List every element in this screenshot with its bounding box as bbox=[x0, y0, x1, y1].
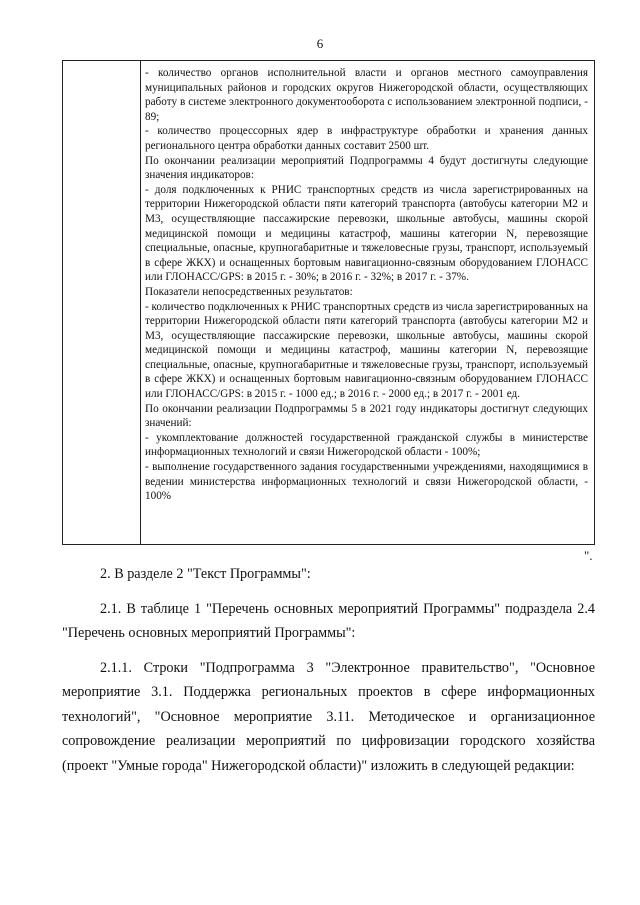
indicator-table bbox=[62, 60, 595, 545]
closing-quote: ". bbox=[584, 548, 593, 563]
paragraph-2-1: 2.1. В таблице 1 "Перечень основных мероприятий Программы" подраздела 2.4 "Перечень основных мероприятий Программы": bbox=[62, 600, 595, 641]
table-line: - количество процессорных ядер в инфраструктуре обработки и хранения данных регионального центра обработки данных составит 2500 шт. bbox=[145, 125, 588, 152]
table-line: По окончании реализации Подпрограммы 5 в 2021 году индикаторы достигнут следующих значений: bbox=[145, 402, 588, 430]
table-line: - доля подключенных к РНИС транспортных средств из числа зарегистрированных на территории Нижегородской области пяти категорий транспорта (автобусы категории М2 и М3, осуществляющие пассажирские перевозки, школьные автобусы, машины скорой медицинской помощи и медицины катастроф, машины категории N, перевозящие специальные, опасные, крупногабаритные и тяжеловесные грузы, транспорт, используемый в сфере ЖКХ) и оснащенных бортовым навигационно-связным оборудованием ГЛОНАСС или ГЛОНАСС/GPS: в 2015 г. - 30%; в 2016 г. - 32%; в 2017 г. - 37%. bbox=[145, 183, 588, 284]
body-text bbox=[62, 562, 595, 778]
paragraph-2-1-1: 2.1.1. Строки "Подпрограмма 3 "Электронное правительство", "Основное мероприятие 3.1. Поддержка региональных проектов в сфере информационных технологий", "Основное мероприятие 3.11. Методическое и организационное сопровождение реализации мероприятий по цифровизации городского хозяйства (проект "Умные города" Нижегородской области)" изложить в следующей редакции: bbox=[62, 659, 595, 774]
table-line: - выполнение государственного задания государственными учреждениями, находящимися в ведении министерства информационных технологий и связи Нижегородской области, - 100% bbox=[145, 461, 588, 503]
paragraph-section-2: 2. В разделе 2 "Текст Программы": bbox=[100, 566, 311, 582]
table-line: Показатели непосредственных результатов: bbox=[145, 285, 353, 298]
page-number: 6 bbox=[316, 36, 324, 51]
table-line: - количество органов исполнительной власти и органов местного самоуправления муниципальных районов и городских округов Нижегородской области, осуществляющих работу в системе электронного документооборота с использованием электронной подписи, - 89; bbox=[145, 67, 588, 123]
table-line: - укомплектование должностей государственной гражданской службы в министерстве информационных технологий и связи Нижегородской области - 100%; bbox=[145, 431, 588, 459]
table-line: По окончании реализации мероприятий Подпрограммы 4 будут достигнуты следующие значения индикаторов: bbox=[145, 154, 588, 182]
table-line: - количество подключенных к РНИС транспортных средств из числа зарегистрированных на территории Нижегородской области пяти категорий транспорта (автобусы категории М2 и М3, осуществляющие пассажирские перевозки, школьные автобусы, машины скорой медицинской помощи и медицины катастроф, машины категории N, перевозящие специальные, опасные, крупногабаритные и тяжеловесные грузы, транспорт, используемый в сфере ЖКХ) и оснащенных бортовым навигационно-связным оборудованием ГЛОНАСС или ГЛОНАСС/GPS: в 2015 г. - 1000 ед.; в 2016 г. - 2000 ед.; в 2017 г. - 2001 ед. bbox=[145, 300, 588, 401]
table-left-cell bbox=[63, 61, 141, 544]
table-right-cell bbox=[145, 66, 588, 504]
